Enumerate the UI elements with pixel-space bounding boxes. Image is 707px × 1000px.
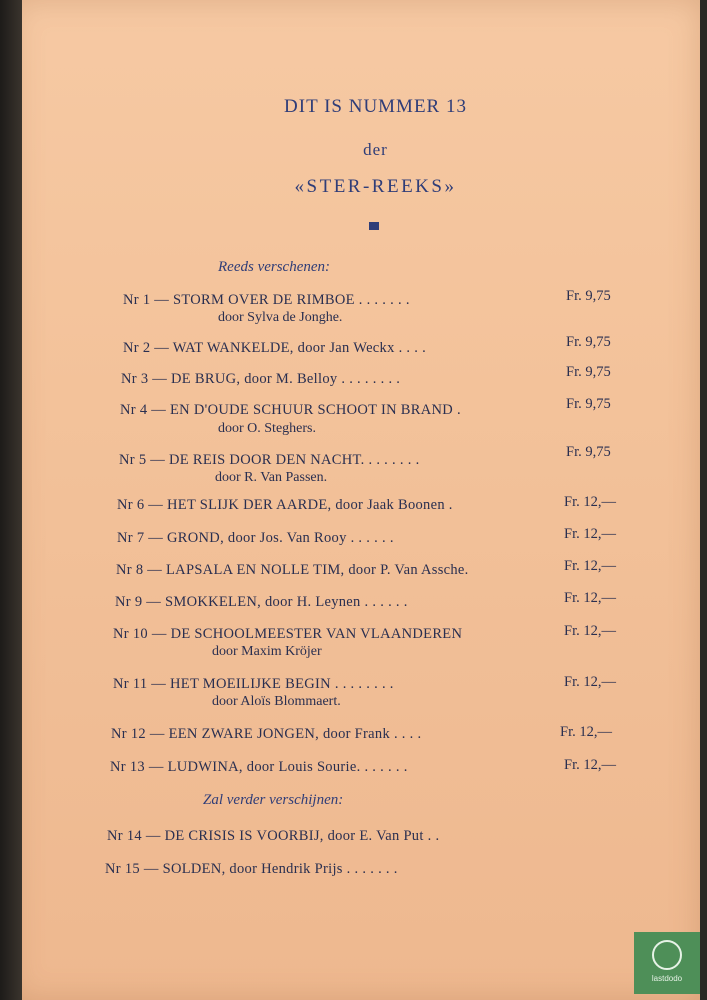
series-der: der <box>363 140 388 159</box>
entry-title: Nr 4 — EN D'OUDE SCHUUR SCHOOT IN BRAND . <box>120 402 461 418</box>
entry-title: Nr 1 — STORM OVER DE RIMBOE . . . . . . . <box>123 292 410 308</box>
series-number-title: DIT IS NUMMER 13 <box>284 96 467 117</box>
entry-price: Fr. 9,75 <box>566 334 611 350</box>
entry-price: Fr. 12,— <box>564 623 616 639</box>
entry-author: door O. Steghers. <box>218 421 316 436</box>
list-item <box>0 726 707 748</box>
entry-author: door R. Van Passen. <box>215 470 328 485</box>
entry-title: Nr 2 — WAT WANKELDE, door Jan Weckx . . . . <box>123 340 427 356</box>
entry-price: Fr. 12,— <box>564 494 616 510</box>
ornament-icon <box>369 222 379 230</box>
entry-price: Fr. 12,— <box>564 674 616 690</box>
entry-author: door Maxim Kröjer <box>212 644 322 659</box>
entry-price: Fr. 12,— <box>560 724 612 740</box>
entry-title: Nr 9 — SMOKKELEN, door H. Leynen . . . . . . <box>115 594 408 610</box>
logo-text: lastdodo <box>651 974 683 983</box>
entry-title: Nr 6 — HET SLIJK DER AARDE, door Jaak Boonen . <box>117 497 453 513</box>
entry-title: Nr 7 — GROND, door Jos. Van Rooy . . . . . . <box>117 530 394 546</box>
entry-title: Nr 5 — DE REIS DOOR DEN NACHT. . . . . . . . <box>119 452 420 468</box>
entry-price: Fr. 12,— <box>564 526 616 542</box>
entry-price: Fr. 9,75 <box>566 364 611 380</box>
upcoming-heading: Zal verder verschijnen: <box>203 792 344 808</box>
list-item <box>0 396 707 424</box>
entry-title: Nr 10 — DE SCHOOLMEESTER VAN VLAANDEREN <box>113 626 463 642</box>
entry-title: Nr 15 — SOLDEN, door Hendrik Prijs . . . . . . . <box>105 861 398 877</box>
entry-title: Nr 3 — DE BRUG, door M. Belloy . . . . . . . . <box>121 371 401 387</box>
series-name: «STER-REEKS» <box>294 176 457 197</box>
list-item <box>0 590 707 616</box>
entry-price: Fr. 12,— <box>564 590 616 606</box>
entry-price: Fr. 12,— <box>564 757 616 773</box>
list-item <box>0 828 707 850</box>
entry-title: Nr 14 — DE CRISIS IS VOORBIJ, door E. Van Put . . <box>107 828 440 844</box>
lastdodo-logo <box>634 932 700 994</box>
list-item <box>0 861 707 883</box>
entry-author: door Sylva de Jonghe. <box>218 310 343 325</box>
list-item <box>0 623 707 648</box>
entry-title: Nr 12 — EEN ZWARE JONGEN, door Frank . . . . <box>111 726 422 742</box>
entry-title: Nr 11 — HET MOEILIJKE BEGIN . . . . . . . . <box>113 676 394 692</box>
list-item <box>0 759 707 781</box>
logo-mark-icon <box>652 940 682 970</box>
published-heading: Reeds verschenen: <box>218 259 331 275</box>
list-item <box>0 558 707 584</box>
list-item <box>0 288 707 314</box>
list-item <box>0 494 707 519</box>
list-item <box>0 526 707 552</box>
entry-price: Fr. 9,75 <box>566 396 611 412</box>
entry-title: Nr 8 — LAPSALA EN NOLLE TIM, door P. Van Assche. <box>116 562 469 578</box>
list-item <box>0 444 707 474</box>
list-item <box>0 334 707 362</box>
list-item <box>0 676 707 698</box>
entry-author: door Aloïs Blommaert. <box>212 694 341 709</box>
entry-price: Fr. 12,— <box>564 558 616 574</box>
list-item <box>0 364 707 393</box>
entry-price: Fr. 9,75 <box>566 444 611 460</box>
entry-title: Nr 13 — LUDWINA, door Louis Sourie. . . . . . . <box>110 759 408 775</box>
entry-price: Fr. 9,75 <box>566 288 611 304</box>
